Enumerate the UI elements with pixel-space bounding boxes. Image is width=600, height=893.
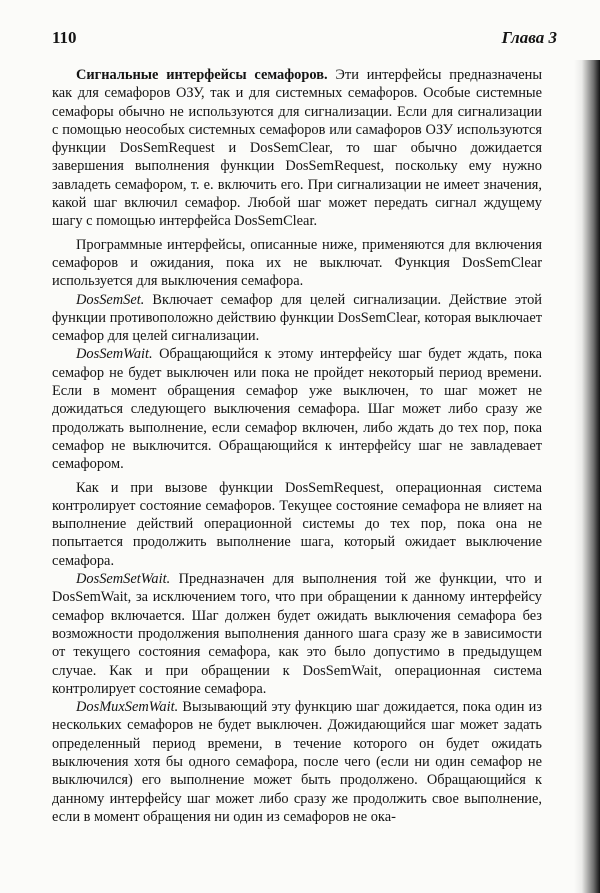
page-number: 110 — [52, 28, 77, 47]
paragraph-text: Эти интерфейсы предназначены как для семафоров ОЗУ, так и для системных семафоров. Особые системные семафоры обычно не используются для сигнализации. Если для сигнализации с помощью неособых системных семафоров или самафоров ОЗУ используются функции DosSemRequest и DosSemClear, то шаг обычно дожидается завершения выполнения функции DosSemRequest, поскольку ему нужно завладеть семафором, т. е. включить его. При сигнализации не имеет значения, какой шаг включил семафор. Любой шаг может передать сигнал ждущему шагу с помощью интерфейса DosSemClear. — [52, 67, 542, 230]
paragraph-text: Вызывающий эту функцию шаг дожидается, пока один из нескольких семафоров не будет выключен. Дожидающийся шаг может задать определенный период времени, в течение которого он будет ожидать выключения хотя бы одного семафора, после чего (если ни один семафор не выключился) его выполнение может быть продолжено. Обращающийся к данному интерфейсу шаг может либо сразу же продолжить свое выполнение, если в момент обращения ни один из семафоров не ока- — [52, 699, 542, 825]
paragraph-dosmuxsemwait — [52, 698, 542, 826]
paragraph-dossemset — [52, 291, 542, 346]
paragraph-text: Программные интерфейсы, описанные ниже, применяются для включения семафоров и ожидания, пока их не выключат. Функция DosSemClear используется для выключения семафора. — [52, 236, 542, 290]
paragraph-dossemsetwait — [52, 570, 542, 698]
page-header — [52, 28, 557, 50]
paragraph-text: Обращающийся к этому интерфейсу шаг будет ждать, пока семафор не будет выключен или пока не пройдет некоторый период времени. Если в момент обращения семафор уже выключен, то шаг может не дожидаться следующего выключения семафора. Шаг может либо сразу же продолжать выполнение, если семафор включен, либо ждать до тех пор, пока семафор не выключится. Обращающийся к интерфейсу шаг не завладевает семафором. — [52, 346, 542, 473]
function-name: DosMuxSemWait. — [76, 699, 179, 716]
section-heading: Сигнальные интерфейсы семафоров. — [76, 67, 328, 83]
function-name: DosSemSet. — [76, 291, 145, 308]
paragraph-text: Предназначен для выполнения той же функции, что и DosSemWait, за исключением того, что при обращении к данному интерфейсу семафор включается. Шаг должен будет ожидать выключения семафора без возможности продолжения выполнения данного шага сразу же в зависимости от текущего состояния семафора, как это было допустимо в предыдущем случае. Как и при обращении к DosSemWait, операционная система контролирует состояние семафора. — [52, 571, 542, 697]
paragraph-text: Как и при вызове функции DosSemRequest, операционная система контролирует состояние семафоров. Текущее состояние семафора не влияет на выполнение действий операционной системы до тех пор, пока она не попытается продолжить выполнение шага, который ожидает выключение семафора. — [52, 479, 542, 569]
function-name: DosSemWait. — [76, 346, 153, 363]
paragraph-program-interfaces — [52, 236, 542, 291]
paragraph-dossemwait — [52, 345, 542, 473]
paragraph-text: Включает семафор для целей сигнализации. Действие этой функции противоположно действию функции DosSemClear, которая выключает семафор для целей сигнализации. — [52, 291, 542, 345]
chapter-title: Глава 3 — [501, 28, 557, 47]
page-edge-shadow — [574, 60, 600, 893]
paragraph-os-control — [52, 479, 542, 570]
body-text — [52, 66, 542, 826]
paragraph-signal-interfaces — [52, 66, 542, 231]
function-name: DosSemSetWait. — [76, 571, 171, 588]
